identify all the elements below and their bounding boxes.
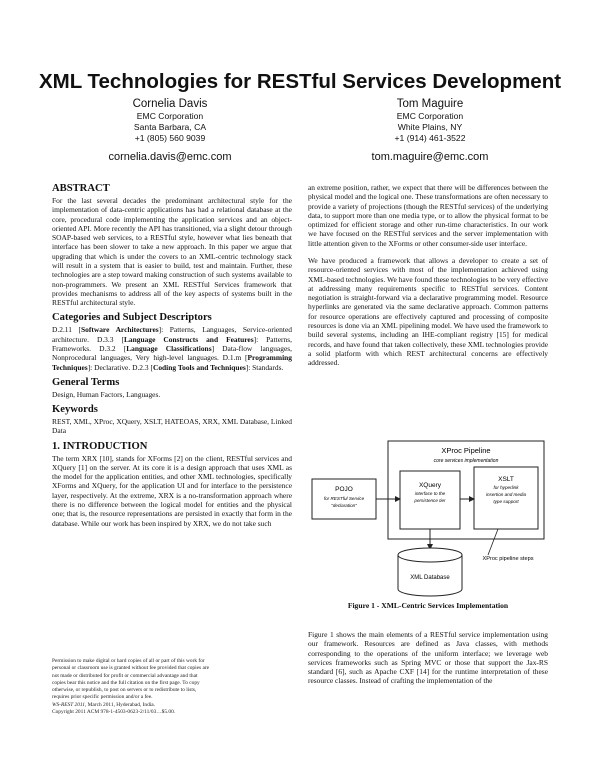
xquery-sub: persistence tier	[414, 498, 446, 503]
steps-label: XProc pipeline steps	[482, 556, 534, 562]
xquery-title: XQuery	[418, 482, 442, 489]
body-paragraph: We have produced a framework that allows a developer to create a set of resource-oriented services with most of the implementation achieved using XML-based technologies. We have found these technologies to be very effective at addressing many requirements specific to RESTful services. Content negotiation is straight-forward via a declarative programming model. Resource hyperlinks are generated via the same declarative approach. Common patterns for resource operations are effectively captured and processing of composite resources is done via an XML pipelining model. We have used the framework to build several systems, including an IHE-compliant registry [15] for medical records, and have found that taken collectively, these XML technologies provide a solid platform with which REST architectural concerns are effectively addressed.	[308, 255, 548, 368]
general-terms-heading: General Terms	[52, 376, 120, 388]
body-paragraph: an extreme position, rather, we expect that there will be differences between the physical model and the logical one. These transformations are often necessary to provide a variety of projections (though the RESTful services) of the underlying data, to support more than one media type, or to allow the physical format to be optimized for efficient storage and other run-time characteristics. In our work we have focused on the RESTful services and the server implementation with little attention given to the XForms or other consumer-side user interface.	[308, 183, 548, 248]
introduction-heading: 1. INTRODUCTION	[52, 440, 148, 452]
author-email[interactable]: cornelia.davis@emc.com	[108, 150, 232, 163]
author-phone: +1 (914) 461-3522	[394, 133, 466, 144]
figure-caption: Figure 1 - XML-Centric Services Implementation	[347, 601, 509, 610]
xml-database-cylinder	[398, 548, 462, 596]
author-city: White Plains, NY	[397, 122, 463, 133]
pipeline-title: XProc Pipeline	[441, 446, 491, 455]
right-column-top	[308, 183, 548, 367]
keywords-text: REST, XML, XProc, XQuery, XSLT, HATEOAS, XRX, XML Database, Linked Data	[52, 417, 292, 436]
introduction-text: The term XRX [10], stands for XForms [2] on the client, RESTful services and XQuery [1] on the server. At its core it is a design approach that uses XML as the model for the application entities, and other XML technologies, specifically XForms and XQuery, for the application UI and for interface to the persistence layer, respectively. At the extreme, XRX is a no-transformation approach where there is no difference between the logical model for entities and the physical one; that is, the resource representations are persisted in exactly that form in the database. While our work has been inspired by XRX, we do not take such	[52, 453, 292, 528]
right-column-bottom	[308, 630, 548, 686]
steps-pointer	[488, 529, 498, 555]
figure-1-diagram	[308, 437, 548, 601]
body-paragraph: Figure 1 shows the main elements of a RESTful service implementation using our framework. Resources are defined as Java classes, with methods corresponding to the operations of the uniform interface; we leverage web services frameworks such as Spring MVC or those that support the Jax-RS standard [6], such as Apache CXF [14] for the runtime interpretation of these resource classes. Instead of crafting the implementation of the	[308, 630, 548, 686]
keywords-heading: Keywords	[52, 404, 98, 416]
pipeline-subtitle: core services implementation	[433, 458, 499, 464]
general-terms-text: Design, Human Factors, Languages.	[52, 389, 161, 399]
author-org: EMC Corporation	[396, 111, 464, 121]
xquery-sub: interface to the	[414, 491, 446, 496]
author-block-1	[55, 97, 285, 164]
author-name: Tom Maguire	[396, 98, 464, 110]
author-city: Santa Barbara, CA	[133, 122, 207, 133]
author-email[interactable]: tom.maguire@emc.com	[371, 150, 489, 163]
author-org: EMC Corporation	[136, 111, 204, 121]
pojo-title: POJO	[335, 486, 353, 493]
xslt-sub: type support	[493, 499, 519, 504]
abstract-heading: ABSTRACT	[52, 183, 110, 194]
abstract-text: For the last several decades the predominant architectural style for the implementation of data-centric applications has had a relational database at the core, procedural code implementing the application services and an object-oriented API. More recently the API has transitioned, via a slight detour through SOAP-based web services, to a RESTful style, however what lies beneath that interface has been slower to take a new approach. In this paper we argue that upgrading that which is under the covers to an XML-centric technology stack will result in a system that is easier to build, test and maintain. Further, these technologies are a step toward making construction of such systems available to non-programmers. We present an XML RESTful Services framework that provides mechanisms to address all of the key aspects of systems built in the RESTful architectural style.	[52, 196, 292, 308]
author-name: Cornelia Davis	[132, 98, 208, 110]
xslt-title: XSLT	[498, 476, 514, 483]
categories-heading: Categories and Subject Descriptors	[52, 312, 212, 324]
categories-text: D.2.11 [Software Architectures]: Patterns, Languages, Service-oriented architecture. D.3.3 [Language Constructs and Features]: Patterns, Frameworks. D.3.2 [Language Classifications] Data-flow languages, Nonprocedural languages, Very high-level languages. D.1.m [Programming Techniques]: Declarative. D.2.3 [Coding Tools and Techniques]: Standards.	[52, 325, 292, 372]
author-phone: +1 (805) 560 9039	[134, 133, 206, 144]
xslt-sub: insertion and media	[485, 492, 527, 497]
author-block-2	[315, 97, 545, 164]
db-label: XML Database	[410, 575, 450, 581]
permission-notice: Permission to make digital or hard copies of all or part of this work for personal or classroom use is granted without fee provided that copies are not made or distributed for profit or commercial advantage and that copies bear this notice and the full citation on the first page. To copy otherwise, or republish, to post on servers or to redistribute to lists, requires prior specific permission and/or a fee. WS-REST 2011, March 2011, Hyderabad, India. Copyright 2011 ACM 978-1-4503-0623-2/11/03…$5.00.	[52, 658, 210, 716]
left-column	[52, 183, 292, 528]
pojo-sub: for RESTful Service	[323, 496, 365, 501]
paper-title: XML Technologies for RESTful Services Development	[38, 70, 562, 93]
xslt-sub: for hyperlink	[493, 485, 519, 490]
pojo-sub: "declaration"	[331, 503, 357, 508]
